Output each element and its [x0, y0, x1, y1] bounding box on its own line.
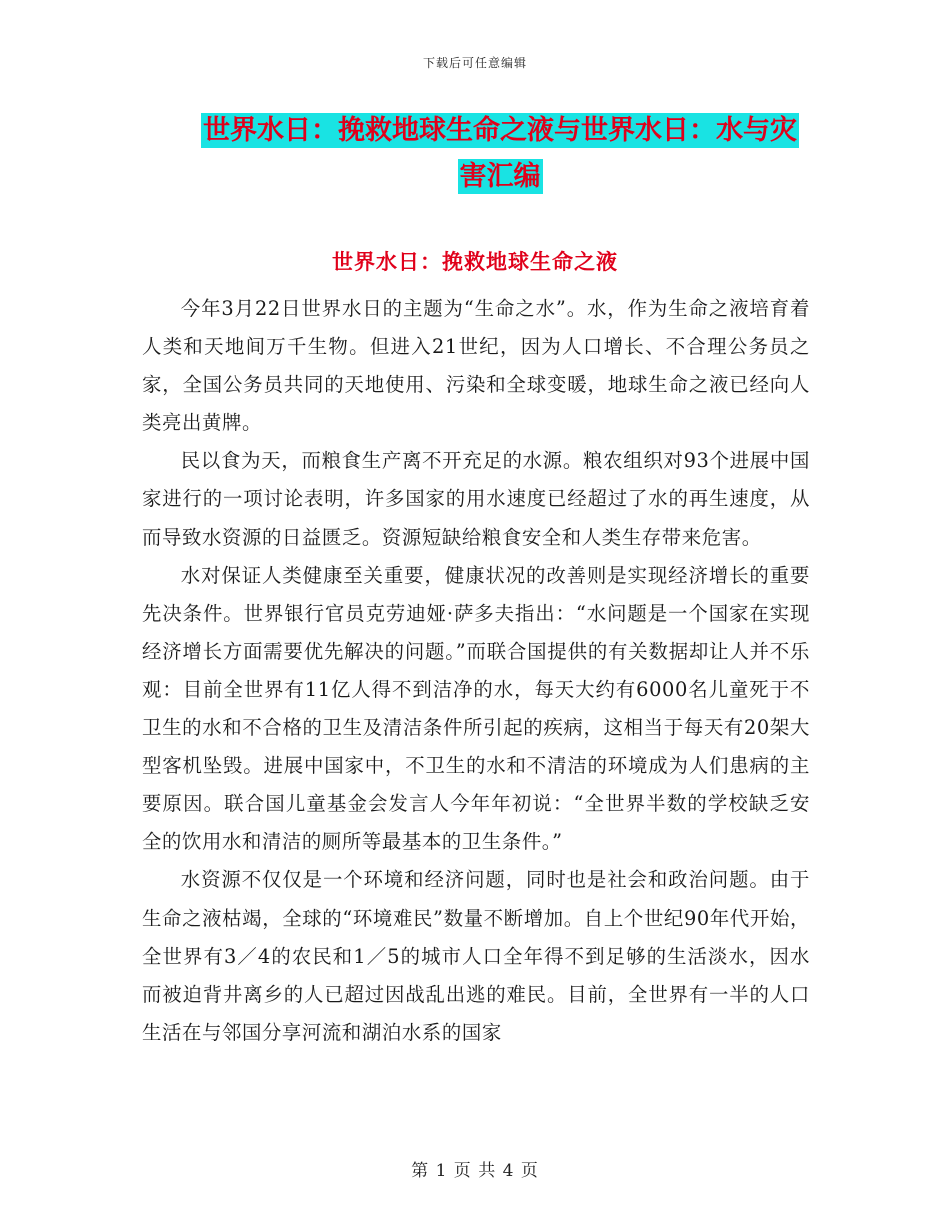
document-body [142, 290, 810, 1052]
paragraph: 水对保证人类健康至关重要，健康状况的改善则是实现经济增长的重要先决条件。世界银行官员克劳迪娅·萨多夫指出：“水问题是一个国家在实现经济增长方面需要优先解决的问题。”而联合国提供的有关数据却让人并不乐观：目前全世界有11亿人得不到洁净的水，每天大约有6000名儿童死于不卫生的水和不合格的卫生及清洁条件所引起的疾病，这相当于每天有20架大型客机坠毁。进展中国家中，不卫生的水和不清洁的环境成为人们患病的主要原因。联合国儿童基金会发言人今年年初说：“全世界半数的学校缺乏安全的饮用水和清洁的厕所等最基本的卫生条件。” [142, 563, 810, 854]
paragraph: 民以食为天，而粮食生产离不开充足的水源。粮农组织对93个进展中国家进行的一项讨论表明，许多国家的用水速度已经超过了水的再生速度，从而导致水资源的日益匮乏。资源短缺给粮食安全和人类生存带来危害。 [142, 449, 810, 549]
page-header-note: 下载后可任意编辑 [422, 56, 527, 70]
document-title [190, 108, 810, 200]
page-number: 第 1 页 共 4 页 [411, 1161, 539, 1181]
paragraph: 水资源不仅仅是一个环境和经济问题，同时也是社会和政治问题。由于生命之液枯竭，全球的“环境难民”数量不断增加。自上个世纪90年代开始，全世界有3／4的农民和1／5的城市人口全年得不到足够的生活淡水，因水而被迫背井离乡的人已超过因战乱出逃的难民。目前，全世界有一半的人口生活在与邻国分享河流和湖泊水系的国家 [142, 868, 810, 1044]
document-title-text: 世界水日：挽救地球生命之液与世界水日：水与灾害汇编 [203, 115, 797, 192]
section-title: 世界水日：挽救地球生命之液 [332, 250, 618, 274]
paragraph: 今年3月22日世界水日的主题为“生命之水”。水，作为生命之液培育着人类和天地间万千生物。但进入21世纪，因为人口增长、不合理公务员之家，全国公务员共同的天地使用、污染和全球变暖，地球生命之液已经向人类亮出黄牌。 [142, 297, 810, 435]
